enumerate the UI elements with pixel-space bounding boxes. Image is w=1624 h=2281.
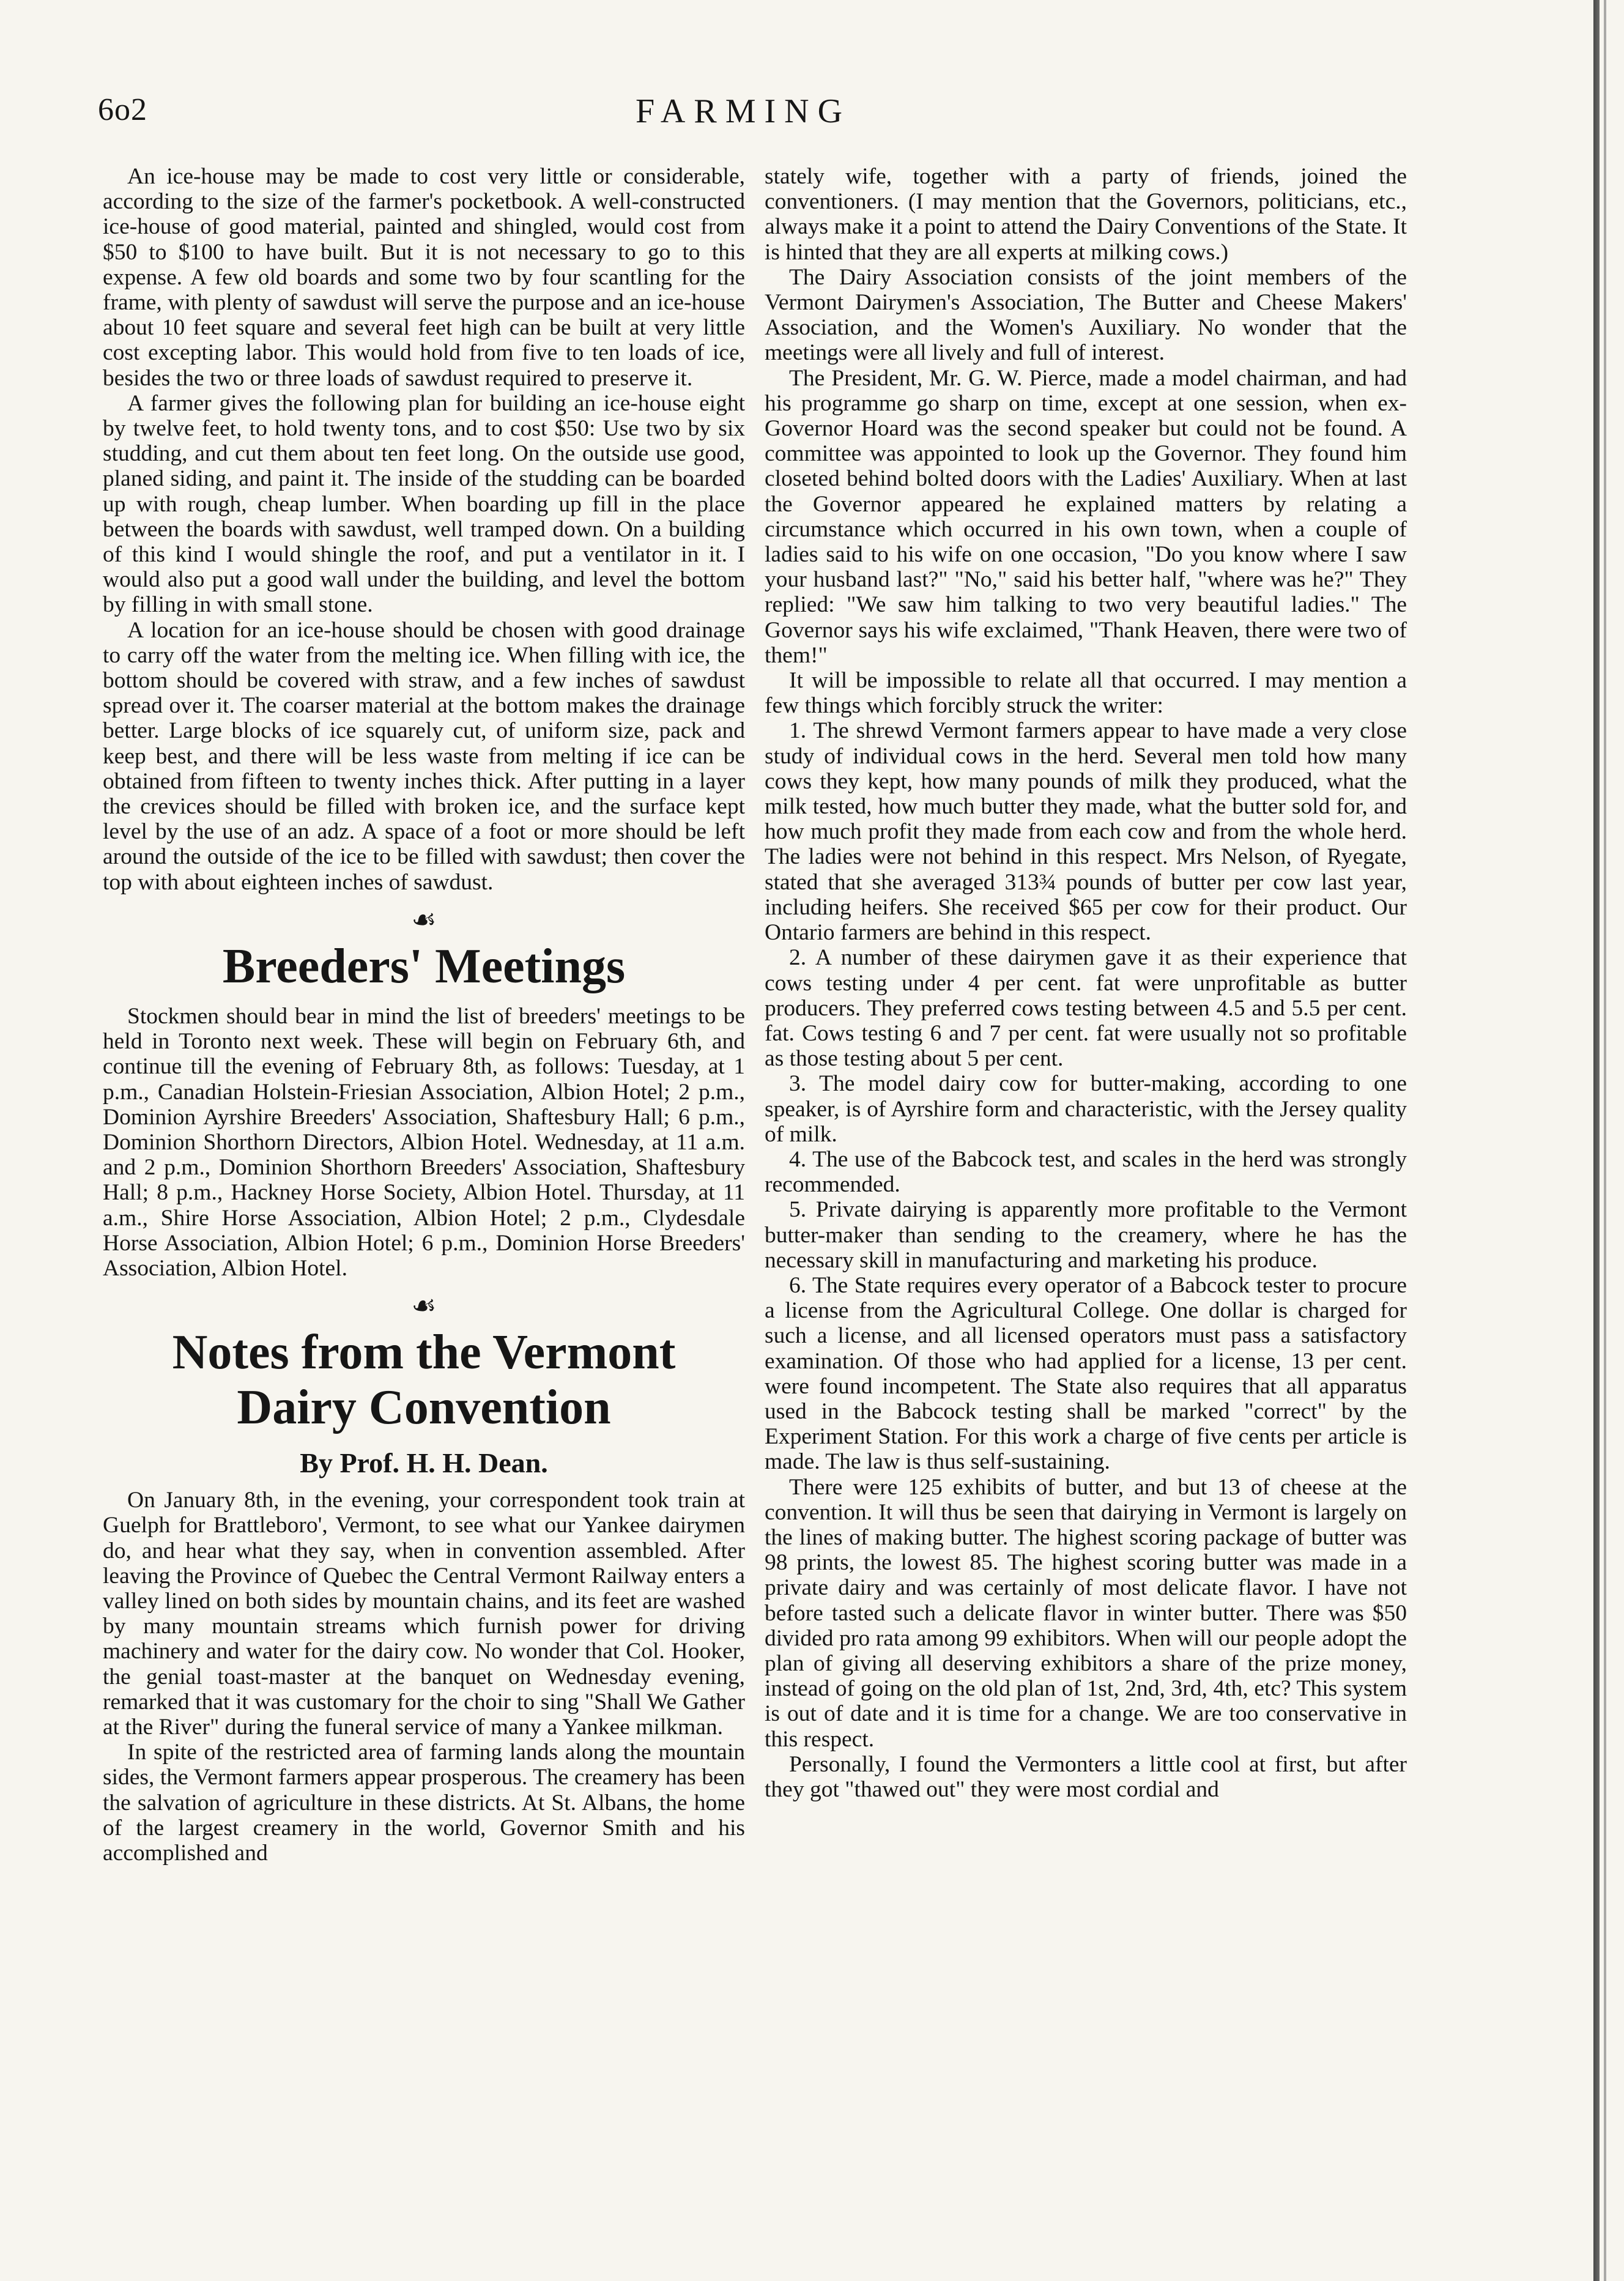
vermont-article-heading — [103, 1325, 745, 1435]
running-title: FARMING — [635, 92, 851, 130]
vermont-heading-line-2: Dairy Convention — [237, 1381, 611, 1435]
page-edge-shadow — [1593, 0, 1600, 2281]
breeders-meetings-heading: Breeders' Meetings — [222, 939, 626, 993]
numbered-point: 1. The shrewd Vermont farmers appear to have made a very close study of individual cows in the herd. Several men told how many cows they kept, how many pounds of milk they produced, what the milk tested, how much butter they made, what the butter sold for, and how much profit they made from each cow and from the whole herd. The ladies were not behind in this respect. Mrs Nelson, of Ryegate, stated that she averaged 313¾ pounds of butter per cow last year, including heifers. She received $65 per cow for their product. Our Ontario farmers are behind in this respect. — [765, 718, 1407, 946]
numbered-point: 2. A number of these dairymen gave it as their experience that cows testing under 4 per cent. fat were unprofitable as butter producers. They preferred cows testing between 4.5 and 5.5 per cent. fat. Cows testing 6 and 7 per cent. fat were usually not so profitable as those testing about 5 per cent. — [765, 945, 1407, 1072]
page-number: 6o2 — [98, 92, 147, 127]
vermont-continued-paragraph: It will be impossible to relate all that occurred. I may mention a few things which forcibly struck the writer: — [765, 668, 1407, 719]
numbered-point: 3. The model dairy cow for butter-making, according to one speaker, is of Ayrshire form and characteristic, with the Jersey quality of milk. — [765, 1071, 1407, 1147]
article-byline: By Prof. H. H. Dean. — [300, 1447, 548, 1479]
ornament-icon: ☙ — [411, 903, 437, 935]
ice-house-paragraph: A location for an ice-house should be chosen with good drainage to carry off the water from the melting ice. When filling with ice, the bottom should be covered with straw, and a few inches of sawdust spread over it. The coarser material at the bottom makes the drainage better. Large blocks of ice squarely cut, of uniform size, pack and keep best, and there will be less waste from melting if ice can be obtained from fifteen to twenty inches thick. After putting in a layer the crevices should be filled with broken ice, and the surface kept level by the use of an adz. A space of a foot or more should be left around the outside of the ice to be filled with sawdust; then cover the top with about eighteen inches of sawdust. — [103, 617, 745, 895]
breeders-meetings-paragraph: Stockmen should bear in mind the list of breeders' meetings to be held in Toronto next week. These will begin on February 6th, and continue till the evening of February 8th, as follows: Tuesday, at 1 p.m., Canadian Holstein-Friesian Association, Albion Hotel; 2 p.m., Dominion Ayrshire Breeders' Association, Shaftesbury Hall; 6 p.m., Dominion Shorthorn Directors, Albion Hotel. Wednesday, at 11 a.m. and 2 p.m., Dominion Shorthorn Breeders' Association, Shaftesbury Hall; 8 p.m., Hackney Horse Society, Albion Hotel. Thursday, at 11 a.m., Shire Horse Association, Albion Hotel; 2 p.m., Clydesdale Horse Association, Albion Hotel; 6 p.m., Dominion Horse Breeders' Association, Albion Hotel. — [103, 1003, 745, 1281]
numbered-point: 5. Private dairying is apparently more profitable to the Vermont butter-maker than sending to the creamery, where he has the necessary skill in manufacturing and marketing his produce. — [765, 1197, 1407, 1273]
vermont-paragraph: On January 8th, in the evening, your correspondent took train at Guelph for Brattleboro', Vermont, to see what our Yankee dairymen do, and hear what they say, when in convention assembled. After leaving the Province of Quebec the Central Vermont Railway enters a valley lined on both sides by mountain chains, and its feet are washed by many mountain streams which furnish power for driving machinery and water for the dairy cow. No wonder that Col. Hooker, the genial toast-master at the banquet on Wednesday evening, remarked that it was customary for the choir to sing "Shall We Gather at the River" during the funeral service of many a Yankee milkman. — [103, 1488, 745, 1740]
vermont-continued-paragraph: Personally, I found the Vermonters a little cool at first, but after they got "thawed out" they were most cordial and — [765, 1751, 1407, 1802]
numbered-point: 4. The use of the Babcock test, and scales in the herd was strongly recommended. — [765, 1146, 1407, 1198]
vermont-continued-paragraph: stately wife, together with a party of friends, joined the conventioners. (I may mention that the Governors, politicians, etc., always make it a point to attend the Dairy Conventions of the State. It is hinted that they are all experts at milking cows.) — [765, 164, 1407, 265]
right-column — [765, 164, 1407, 2231]
ornament-icon: ☙ — [411, 1290, 437, 1322]
numbered-point: 6. The State requires every operator of a Babcock tester to procure a license from the Agricultural College. One dollar is charged for such a license, and all licensed operators must pass a satisfactory examination. Of those who had applied for a license, 13 per cent. were found incompetent. The State also requires that all apparatus used in the Babcock testing shall be marked "correct" by the Experiment Station. For this work a charge of five cents per article is made. The law is thus self-sustaining. — [765, 1272, 1407, 1475]
vermont-continued-paragraph: The Dairy Association consists of the joint members of the Vermont Dairymen's Association, The Butter and Cheese Makers' Association, and the Women's Auxiliary. No wonder that the meetings were all lively and full of interest. — [765, 264, 1407, 366]
ice-house-paragraph: A farmer gives the following plan for building an ice-house eight by twelve feet, to hold twenty tons, and to cost $50: Use two by six studding, and cut them about ten feet long. On the outside use good, planed siding, and paint it. The inside of the studding can be boarded up with rough, cheap lumber. When boarding up fill in the place between the boards with sawdust, well tramped down. On a building of this kind I would shingle the roof, and put a ventilator in it. I would also put a good wall under the building, and level the bottom by filling in with small stone. — [103, 390, 745, 618]
vermont-paragraph: In spite of the restricted area of farming lands along the mountain sides, the Vermont farmers appear prosperous. The creamery has been the salvation of agriculture in these districts. At St. Albans, the home of the largest creamery in the world, Governor Smith and his accomplished and — [103, 1740, 745, 1866]
vermont-heading-line-1: Notes from the Vermont — [172, 1326, 676, 1380]
page-edge-line — [1604, 0, 1606, 2281]
vermont-continued-paragraph: The President, Mr. G. W. Pierce, made a model chairman, and had his programme go sharp on time, except at one session, when ex-Governor Hoard was the second speaker but could not be found. A committee was appointed to look up the Governor. They found him closeted behind bolted doors with the Ladies' Auxiliary. When at last the Governor appeared he explained matters by relating a circumstance which occurred in his own town, when a couple of ladies said to his wife on one occasion, "Do you know where I saw your husband last?" "No," said his better half, "where was he?" They replied: "We saw him talking to two very beautiful ladies." The Governor says his wife exclaimed, "Thank Heaven, there were two of them!" — [765, 365, 1407, 668]
page-header — [98, 92, 1389, 141]
left-column — [103, 164, 745, 2231]
vermont-continued-paragraph: There were 125 exhibits of butter, and but 13 of cheese at the convention. It will thus be seen that dairying in Vermont is largely on the lines of making butter. The highest scoring package of butter was 98 prints, the lowest 85. The highest scoring butter was made in a private dairy and was certainly of most delicate flavor. I have not before tasted such a delicate flavor in winter butter. There was $50 divided pro rata among 99 exhibitors. When will our people adopt the plan of giving all deserving exhibitors a share of the prize money, instead of going on the old plan of 1st, 2nd, 3rd, 4th, etc? This system is out of date and it is time for a change. We are too conservative in this respect. — [765, 1474, 1407, 1752]
ice-house-paragraph: An ice-house may be made to cost very little or considerable, according to the size of the farmer's pocketbook. A well-constructed ice-house of good material, painted and shingled, would cost from $50 to $100 to have built. But it is not necessary to go to this expense. A few old boards and some two by four scantling for the frame, with plenty of sawdust will serve the purpose and an ice-house about 10 feet square and several feet high can be built at very little cost excepting labor. This would hold from five to ten loads of ice, besides the two or three loads of sawdust required to preserve it. — [103, 164, 745, 391]
